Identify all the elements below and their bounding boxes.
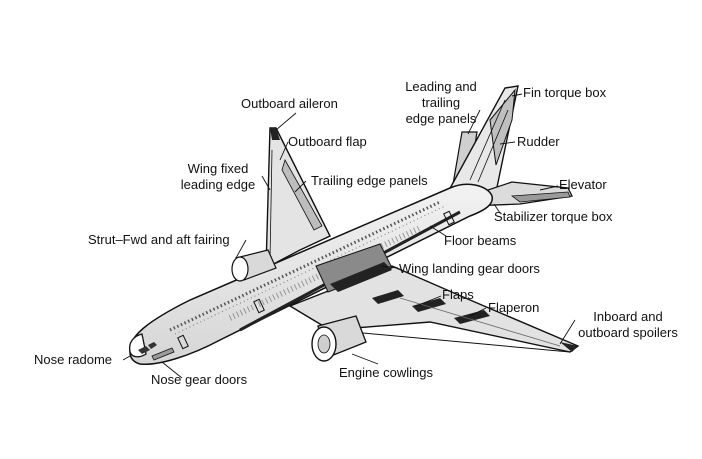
- label-floor-beams: Floor beams: [444, 233, 517, 248]
- label-rudder: Rudder: [517, 134, 560, 149]
- label-wing-fixed-leading-edge: Wing fixed leading edge: [180, 161, 256, 192]
- label-trailing-edge-panels: Trailing edge panels: [311, 173, 428, 188]
- label-wing-landing-gear-doors: Wing landing gear doors: [399, 261, 540, 276]
- label-flaperon: Flaperon: [488, 300, 540, 315]
- label-engine-cowlings: Engine cowlings: [339, 365, 433, 380]
- label-elevator: Elevator: [559, 177, 607, 192]
- label-strut-fairing: Strut–Fwd and aft fairing: [88, 232, 230, 247]
- label-flaps: Flaps: [442, 287, 474, 302]
- label-leading-trailing-edge-panels: Leading and trailing edge panels: [405, 79, 477, 126]
- label-nose-radome: Nose radome: [34, 352, 113, 367]
- label-inboard-outboard-spoilers: Inboard and outboard spoilers: [578, 309, 678, 340]
- label-stabilizer-torque-box: Stabilizer torque box: [494, 209, 613, 224]
- label-outboard-aileron: Outboard aileron: [241, 96, 338, 111]
- label-fin-torque-box: Fin torque box: [523, 85, 607, 100]
- label-outboard-flap: Outboard flap: [288, 134, 367, 149]
- label-nose-gear-doors: Nose gear doors: [151, 372, 248, 387]
